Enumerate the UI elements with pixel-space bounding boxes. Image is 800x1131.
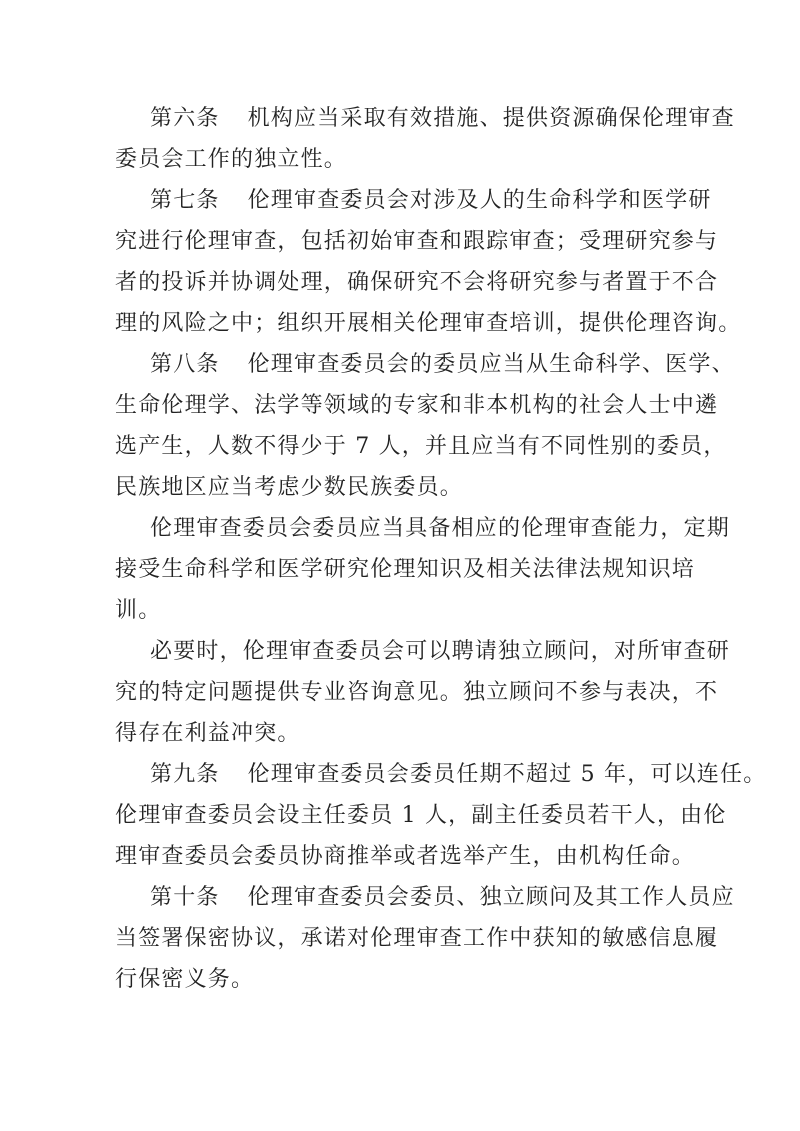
paragraph-member-competence: [115, 508, 731, 631]
paragraph-line: 伦理审查委员会的委员应当从生命科学、医学、: [247, 352, 735, 377]
paragraph-line: 得存在利益冲突。: [115, 721, 301, 746]
paragraph-line: 理审查委员会委员协商推举或者选举产生，由机构任命。: [115, 844, 696, 869]
article-number: 第八条: [150, 352, 220, 377]
paragraph-line: 伦理审查委员会设主任委员 1 人，副主任委员若干人，由伦: [115, 803, 727, 828]
paragraph-article-9: [115, 754, 767, 877]
paragraph-line: 者的投诉并协调处理，确保研究不会将研究参与者置于不合: [115, 270, 719, 295]
paragraph-line: 究的特定问题提供专业咨询意见。独立顾问不参与表决，不: [115, 680, 719, 705]
paragraph-line: 当签署保密协议，承诺对伦理审查工作中获知的敏感信息履: [115, 926, 719, 951]
paragraph-line: 生命伦理学、法学等领域的专家和非本机构的社会人士中遴: [115, 393, 719, 418]
document-body: [115, 98, 767, 1000]
paragraph-article-8: [115, 344, 735, 508]
paragraph-line: 选产生，人数不得少于 7 人，并且应当有不同性别的委员，: [115, 434, 727, 459]
paragraph-line: 委员会工作的独立性。: [115, 147, 348, 172]
paragraph-line: 理的风险之中；组织开展相关伦理审查培训，提供伦理咨询。: [115, 311, 742, 336]
paragraph-article-6: [115, 98, 735, 180]
paragraph-line: 必要时，伦理审查委员会可以聘请独立顾问，对所审查研: [150, 639, 731, 664]
paragraph-line: 机构应当采取有效措施、提供资源确保伦理审查: [247, 106, 735, 131]
article-number: 第十条: [150, 885, 220, 910]
paragraph-article-7: [115, 180, 742, 344]
paragraph-line: 行保密义务。: [115, 967, 255, 992]
paragraph-line: 接受生命科学和医学研究伦理知识及相关法律法规知识培: [115, 557, 696, 582]
paragraph-line: 训。: [115, 598, 162, 623]
paragraph-article-10: [115, 877, 735, 1000]
paragraph-line: 究进行伦理审查，包括初始审查和跟踪审查；受理研究参与: [115, 229, 719, 254]
article-number: 第九条: [150, 762, 220, 787]
article-number: 第七条: [150, 188, 220, 213]
paragraph-line: 伦理审查委员会委员、独立顾问及其工作人员应: [247, 885, 735, 910]
paragraph-line: 民族地区应当考虑少数民族委员。: [115, 475, 464, 500]
paragraph-independent-advisor: [115, 631, 731, 754]
paragraph-line: 伦理审查委员会委员任期不超过 5 年，可以连任。: [247, 762, 767, 787]
article-number: 第六条: [150, 106, 220, 131]
paragraph-line: 伦理审查委员会对涉及人的生命科学和医学研: [247, 188, 712, 213]
paragraph-line: 伦理审查委员会委员应当具备相应的伦理审查能力，定期: [150, 516, 731, 541]
